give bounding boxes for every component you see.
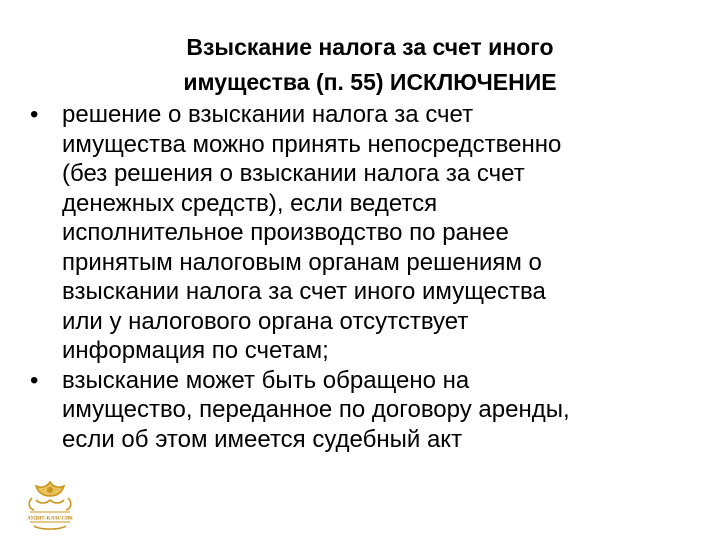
bullet-1-line-5: исполнительное производство по ранее (62, 219, 509, 246)
bullet-2-line-3: если об этом имеется судебный акт (62, 425, 463, 453)
bullet-1-line-7: взыскании налога за счет иного имущества (62, 278, 546, 305)
bullet-1-line-8: или у налогового органа отсутствует (62, 307, 469, 335)
slide-title (100, 30, 640, 100)
bullet-marker: • (30, 101, 39, 128)
bullet-1-line-3: (без решения о взыскании налога за счет (62, 160, 525, 187)
bullet-2-line-1: взыскание может быть обращено на (62, 366, 470, 394)
ornamental-crest-logo (22, 478, 78, 534)
bullet-marker: • (30, 366, 39, 394)
title-line-1: Взыскание налога за счет иного (186, 34, 554, 60)
bullet-list (30, 100, 710, 454)
title-line-2: имущества (п. 55) ИСКЛЮЧЕНИЕ (183, 69, 557, 95)
bullet-1-line-1: решение о взыскании налога за счет (62, 101, 474, 128)
bullet-1-line-6: принятым налоговым органам решениям о (62, 248, 542, 276)
bullet-2-line-2: имущество, переданное по договору аренды, (62, 396, 570, 423)
bullet-item-2 (30, 366, 710, 455)
svg-text:АУДИТ-КЛАССИК: АУДИТ-КЛАССИК (27, 515, 73, 522)
bullet-1-line-2: имущества можно принять непосредственно (62, 130, 562, 158)
bullet-1-line-9: информация по счетам; (62, 337, 329, 364)
bullet-item-1 (30, 100, 710, 366)
crest-icon (22, 478, 78, 534)
bullet-1-line-4: денежных средств), если ведется (62, 189, 438, 217)
